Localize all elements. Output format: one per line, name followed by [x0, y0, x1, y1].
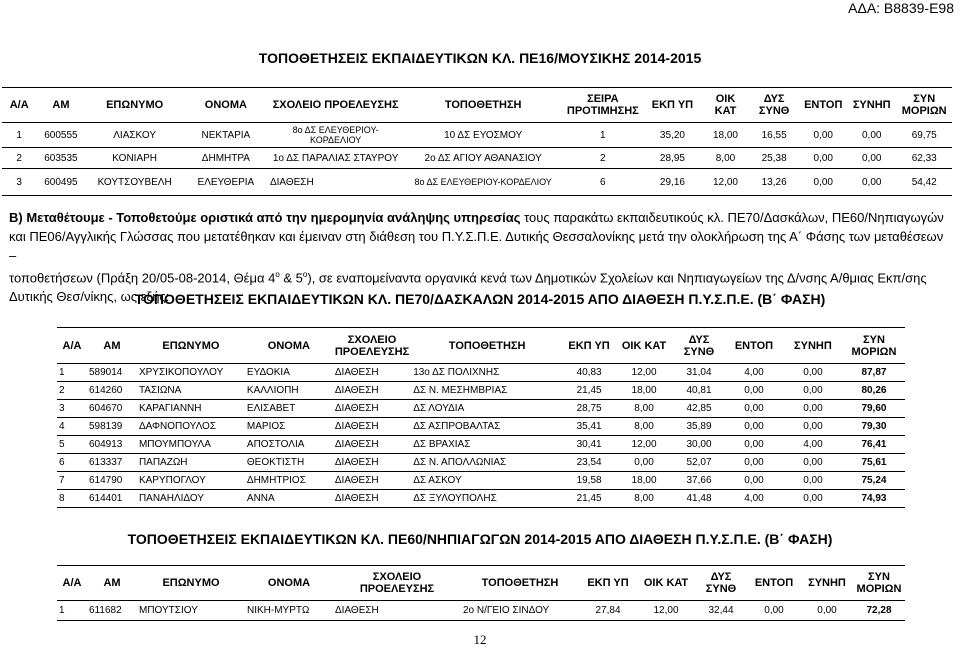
cell: ΔΣ Ν. ΑΠΟΛΛΩΝΙΑΣ	[411, 454, 563, 472]
cell: ΔΙΑΘΕΣΗ	[333, 418, 411, 436]
cell: 21,45	[563, 490, 615, 508]
cell: 0,00	[801, 601, 853, 621]
cell: 8	[57, 490, 87, 508]
cell: 614401	[87, 490, 137, 508]
cell: 0,00	[799, 148, 847, 169]
cell: ΧΡΥΣΙΚΟΠΟΥΛΟΥ	[137, 364, 245, 382]
cell: 2	[57, 382, 87, 400]
col-name: ΟΝΟΜΑ	[184, 88, 268, 123]
table-row	[57, 601, 905, 621]
cell: ΔΙΑΘΕΣΗ	[333, 472, 411, 490]
col-synip: ΣΥΝΗΠ	[783, 328, 843, 364]
cell: 0,00	[783, 418, 843, 436]
cell: ΠΑΠΑΖΩΗ	[137, 454, 245, 472]
cell: ΚΟΥΤΣΟΥΒΕΛΗ	[85, 169, 183, 196]
pe16-table	[2, 87, 952, 196]
cell: 0,00	[847, 169, 896, 196]
cell: ΛΙΑΣΚΟΥ	[85, 123, 183, 148]
col-dys: ΔΥΣ ΣΥΝΘ	[749, 88, 800, 123]
cell: 12,00	[637, 601, 695, 621]
cell: 75,24	[843, 472, 905, 490]
col-entop: ΕΝΤΟΠ	[799, 88, 847, 123]
cell: ΜΑΡΙΟΣ	[245, 418, 333, 436]
para-line2-rest: Δυτικής Θεσσαλονίκης μετά την ολοκλήρωση της Α΄ Φάσης των μεταθέσεων –	[9, 229, 944, 263]
cell: ΔΣ ΒΡΑΧΙΑΣ	[411, 436, 563, 454]
cell: 12,00	[615, 364, 673, 382]
cell: 21,45	[563, 382, 615, 400]
col-dys: ΔΥΣ ΣΥΝΘ	[695, 566, 747, 601]
para-line3-b: & 5	[279, 270, 303, 286]
cell: 79,30	[843, 418, 905, 436]
table-header-row	[2, 88, 952, 123]
cell: ΝΕΚΤΑΡΙΑ	[184, 123, 268, 148]
cell: 0,00	[725, 400, 783, 418]
cell: 0,00	[725, 454, 783, 472]
cell: ΔΗΜΗΤΡΑ	[184, 148, 268, 169]
col-oik: ΟΙΚ ΚΑΤ	[637, 566, 695, 601]
col-ekp: ΕΚΠ ΥΠ	[643, 88, 703, 123]
section1-title: ΤΟΠΟΘΕΤΗΣΕΙΣ ΕΚΠΑΙΔΕΥΤΙΚΩΝ ΚΛ. ΠΕ16/ΜΟΥΣΙΚΗΣ 2014-2015	[258, 50, 702, 66]
cell: 40,81	[673, 382, 725, 400]
cell: 62,33	[896, 148, 952, 169]
cell: 1	[57, 364, 87, 382]
cell: 12,00	[702, 169, 749, 196]
cell: ΚΑΡΑΓΙΑΝΝΗ	[137, 400, 245, 418]
col-total: ΣΥΝ ΜΟΡΙΩΝ	[853, 566, 905, 601]
cell: 41,48	[673, 490, 725, 508]
cell: ΕΛΕΥΘΕΡΙΑ	[184, 169, 268, 196]
cell: 1	[57, 601, 87, 621]
cell: ΔΙΑΘΕΣΗ	[333, 382, 411, 400]
table-row	[57, 472, 905, 490]
col-placement: ΤΟΠΟΘΕΤΗΣΗ	[403, 88, 563, 123]
cell: 27,84	[579, 601, 637, 621]
cell: ΑΠΟΣΤΟΛΙΑ	[245, 436, 333, 454]
cell: ΔΑΦΝΟΠΟΥΛΟΣ	[137, 418, 245, 436]
cell: 6	[563, 169, 643, 196]
cell: 0,00	[725, 382, 783, 400]
col-oik: ΟΙΚ ΚΑΤ	[615, 328, 673, 364]
col-synip: ΣΥΝΗΠ	[801, 566, 853, 601]
table-header-row	[57, 566, 905, 601]
ada-code: ΑΔΑ: Β8839-Ε98	[848, 0, 954, 16]
cell: 35,89	[673, 418, 725, 436]
para-line3-sup1: ο	[275, 270, 280, 279]
cell: ΔΙΑΘΕΣΗ	[333, 436, 411, 454]
cell: 0,00	[783, 472, 843, 490]
cell: 614790	[87, 472, 137, 490]
col-am: ΑΜ	[87, 566, 137, 601]
cell: 600555	[36, 123, 85, 148]
cell: ΠΑΝΑΗΛΙΔΟΥ	[137, 490, 245, 508]
cell: 2ο ΔΣ ΑΓΙΟΥ ΑΘΑΝΑΣΙΟΥ	[403, 148, 563, 169]
cell: 598139	[87, 418, 137, 436]
col-aa: Α/Α	[57, 566, 87, 601]
table-row	[57, 436, 905, 454]
cell: 40,83	[563, 364, 615, 382]
cell: 13,26	[749, 169, 800, 196]
cell: ΔΗΜΗΤΡΙΟΣ	[245, 472, 333, 490]
col-surname: ΕΠΩΝΥΜΟ	[137, 328, 245, 364]
cell: 30,00	[673, 436, 725, 454]
pe60-table	[57, 565, 905, 621]
cell: 8,00	[615, 418, 673, 436]
cell: 69,75	[896, 123, 952, 148]
cell: 18,00	[702, 123, 749, 148]
cell: 31,04	[673, 364, 725, 382]
col-name: ΟΝΟΜΑ	[245, 328, 333, 364]
cell: 5	[57, 436, 87, 454]
col-origin-school: ΣΧΟΛΕΙΟ ΠΡΟΕΛΕΥΣΗΣ	[333, 328, 411, 364]
cell: 0,00	[783, 382, 843, 400]
col-surname: ΕΠΩΝΥΜΟ	[85, 88, 183, 123]
cell: 75,61	[843, 454, 905, 472]
cell: 28,95	[643, 148, 703, 169]
col-surname: ΕΠΩΝΥΜΟ	[137, 566, 245, 601]
cell: ΜΠΟΥΤΣΙΟΥ	[137, 601, 245, 621]
table-row	[57, 418, 905, 436]
table-row	[57, 382, 905, 400]
col-ekp: ΕΚΠ ΥΠ	[579, 566, 637, 601]
cell: ΔΣ ΞΥΛΟΥΠΟΛΗΣ	[411, 490, 563, 508]
section3-title: ΤΟΠΟΘΕΤΗΣΕΙΣ ΕΚΠΑΙΔΕΥΤΙΚΩΝ ΚΛ. ΠΕ60/ΝΗΠΙΑΓΩΓΩΝ 2014-2015 ΑΠΟ ΔΙΑΘΕΣΗ Π.Υ.Σ.Π.Ε. (Β΄ ΦΑΣΗ)	[127, 531, 833, 547]
cell: ΚΟΝΙΑΡΗ	[85, 148, 183, 169]
cell: 42,85	[673, 400, 725, 418]
cell: 1	[563, 123, 643, 148]
col-entop: ΕΝΤΟΠ	[725, 328, 783, 364]
cell: 611682	[87, 601, 137, 621]
cell: 0,00	[783, 400, 843, 418]
para-line3-c: ), σε εναπομείναντα οργανικά κενά των Δημοτικών Σχολείων και Νηπιαγωγείων της Δ/νσης Α/θμιας Εκπ/σης	[307, 270, 927, 286]
section2-title: ΤΟΠΟΘΕΤΗΣΕΙΣ ΕΚΠΑΙΔΕΥΤΙΚΩΝ ΚΛ. ΠΕ70/ΔΑΣΚΑΛΩΝ 2014-2015 ΑΠΟ ΔΙΑΘΕΣΗ Π.Υ.Σ.Π.Ε. (Β΄ ΦΑΣΗ)	[134, 291, 826, 307]
cell: ΘΕΟΚΤΙΣΤΗ	[245, 454, 333, 472]
cell: ΔΣ ΛΟΥΔΙΑ	[411, 400, 563, 418]
cell: 87,87	[843, 364, 905, 382]
cell: ΝΙΚΗ-ΜΥΡΤΩ	[245, 601, 333, 621]
cell: 1	[2, 123, 36, 148]
col-total: ΣΥΝ ΜΟΡΙΩΝ	[843, 328, 905, 364]
cell: ΔΙΑΘΕΣΗ	[333, 490, 411, 508]
cell: 79,60	[843, 400, 905, 418]
cell: 25,38	[749, 148, 800, 169]
col-total: ΣΥΝ ΜΟΡΙΩΝ	[896, 88, 952, 123]
cell: 23,54	[563, 454, 615, 472]
cell: 4,00	[725, 364, 783, 382]
cell: 589014	[87, 364, 137, 382]
col-origin-school: ΣΧΟΛΕΙΟ ΠΡΟΕΛΕΥΣΗΣ	[333, 566, 461, 601]
cell: 2ο Ν/ΓΕΙΟ ΣΙΝΔΟΥ	[461, 601, 579, 621]
para-line-3	[9, 265, 949, 287]
cell: 3	[2, 169, 36, 196]
para-line-4: Δυτικής Θεσ/νίκης, ως εξής:	[9, 289, 170, 305]
col-name: ΟΝΟΜΑ	[245, 566, 333, 601]
cell: ΔΣ Ν. ΜΕΣΗΜΒΡΙΑΣ	[411, 382, 563, 400]
cell: 32,44	[695, 601, 747, 621]
cell: 604913	[87, 436, 137, 454]
cell: ΔΙΑΘΕΣΗ	[333, 601, 461, 621]
cell: 29,16	[643, 169, 703, 196]
cell: 4	[57, 418, 87, 436]
cell: 0,00	[725, 472, 783, 490]
cell: 8,00	[615, 490, 673, 508]
cell: 4,00	[783, 436, 843, 454]
cell: 613337	[87, 454, 137, 472]
cell: ΔΣ ΑΣΚΟΥ	[411, 472, 563, 490]
cell: 28,75	[563, 400, 615, 418]
cell: 0,00	[799, 123, 847, 148]
cell: 8ο ΔΣ ΕΛΕΥΘΕΡΙΟΥ-ΚΟΡΔΕΛΙΟΥ	[403, 169, 563, 196]
cell: ΔΙΑΘΕΣΗ	[333, 454, 411, 472]
table-row	[57, 364, 905, 382]
cell: ΔΙΑΘΕΣΗ	[333, 400, 411, 418]
para-lead-bold: Β) Μεταθέτουμε - Τοποθετούμε οριστικά από την ημερομηνία ανάληψης υπηρεσίας	[9, 210, 521, 225]
cell: 19,58	[563, 472, 615, 490]
cell: 0,00	[725, 418, 783, 436]
cell: 2	[2, 148, 36, 169]
table-row	[57, 400, 905, 418]
cell: 18,00	[615, 382, 673, 400]
cell: 10 ΔΣ ΕΥΟΣΜΟΥ	[403, 123, 563, 148]
col-origin-school: ΣΧΟΛΕΙΟ ΠΡΟΕΛΕΥΣΗΣ	[268, 88, 403, 123]
para-line3-a: τοποθετήσεων (Πράξη 20/05-08-2014, Θέμα 4	[9, 270, 276, 286]
cell: 603535	[36, 148, 85, 169]
cell: ΑΝΝΑ	[245, 490, 333, 508]
col-am: ΑΜ	[36, 88, 85, 123]
col-aa: Α/Α	[2, 88, 36, 123]
cell: 0,00	[783, 490, 843, 508]
cell: 74,93	[843, 490, 905, 508]
cell: 1ο ΔΣ ΠΑΡΑΛΙΑΣ ΣΤΑΥΡΟΥ	[268, 148, 403, 169]
cell: 0,00	[725, 436, 783, 454]
table-row	[57, 490, 905, 508]
cell: ΕΥΔΟΚΙΑ	[245, 364, 333, 382]
cell: 54,42	[896, 169, 952, 196]
pe70-table	[57, 327, 905, 508]
cell: 80,26	[843, 382, 905, 400]
cell: ΔΙΑΘΕΣΗ	[268, 169, 403, 196]
cell: 7	[57, 472, 87, 490]
para-lead-rest: τους παρακάτω εκπαιδευτικούς κλ. ΠΕ70/Δασκάλων, ΠΕ60/Νηπιαγωγών	[520, 210, 944, 225]
cell: 72,28	[853, 601, 905, 621]
cell: ΔΙΑΘΕΣΗ	[333, 364, 411, 382]
cell: 35,41	[563, 418, 615, 436]
cell: 2	[563, 148, 643, 169]
cell: 13ο ΔΣ ΠΟΛΙΧΝΗΣ	[411, 364, 563, 382]
cell: 0,00	[799, 169, 847, 196]
cell: 614260	[87, 382, 137, 400]
table-row	[2, 123, 952, 148]
cell: 76,41	[843, 436, 905, 454]
cell: 8,00	[615, 400, 673, 418]
col-ekp: ΕΚΠ ΥΠ	[563, 328, 615, 364]
table-row	[2, 169, 952, 196]
cell: ΚΑΛΛΙΟΠΗ	[245, 382, 333, 400]
cell: 604670	[87, 400, 137, 418]
cell: 0,00	[847, 123, 896, 148]
cell: 0,00	[783, 364, 843, 382]
cell: 12,00	[615, 436, 673, 454]
cell: ΔΣ ΑΣΠΡΟΒΑΛΤΑΣ	[411, 418, 563, 436]
col-preference: ΣΕΙΡΑ ΠΡΟΤΙΜΗΣΗΣ	[563, 88, 643, 123]
para-line-2	[9, 227, 949, 265]
cell: 52,07	[673, 454, 725, 472]
cell: 8ο ΔΣ ΕΛΕΥΘΕΡΙΟΥ-ΚΟΡΔΕΛΙΟΥ	[268, 123, 403, 148]
cell: 35,20	[643, 123, 703, 148]
cell: 600495	[36, 169, 85, 196]
col-placement: ΤΟΠΟΘΕΤΗΣΗ	[411, 328, 563, 364]
col-dys: ΔΥΣ ΣΥΝΘ	[673, 328, 725, 364]
col-am: ΑΜ	[87, 328, 137, 364]
col-placement: ΤΟΠΟΘΕΤΗΣΗ	[461, 566, 579, 601]
cell: 37,66	[673, 472, 725, 490]
cell: 0,00	[847, 148, 896, 169]
cell: ΕΛΙΣΑΒΕΤ	[245, 400, 333, 418]
page-number: 12	[473, 632, 487, 647]
para-line-1	[9, 208, 949, 227]
cell: 0,00	[615, 454, 673, 472]
col-aa: Α/Α	[57, 328, 87, 364]
table-row	[57, 454, 905, 472]
cell: 4,00	[725, 490, 783, 508]
para-line3-sup2: ο	[302, 270, 308, 279]
cell: 3	[57, 400, 87, 418]
col-synip: ΣΥΝΗΠ	[847, 88, 896, 123]
cell: 30,41	[563, 436, 615, 454]
cell: 0,00	[783, 454, 843, 472]
cell: 0,00	[747, 601, 801, 621]
cell: ΚΑΡΥΠΟΓΛΟΥ	[137, 472, 245, 490]
cell: 18,00	[615, 472, 673, 490]
cell: 6	[57, 454, 87, 472]
col-entop: ΕΝΤΟΠ	[747, 566, 801, 601]
cell: 8,00	[702, 148, 749, 169]
col-oik: ΟΙΚ ΚΑΤ	[702, 88, 749, 123]
cell: 16,55	[749, 123, 800, 148]
para-line2-bold: και ΠΕ06/Αγγλικής Γλώσσας που μετατέθηκαν και έμειναν στη διάθεση του Π.Υ.Σ.Π.Ε.	[9, 229, 503, 244]
table-row	[2, 148, 952, 169]
cell: ΜΠΟΥΜΠΟΥΛΑ	[137, 436, 245, 454]
cell: ΤΑΣΙΩΝΑ	[137, 382, 245, 400]
table-header-row	[57, 328, 905, 364]
